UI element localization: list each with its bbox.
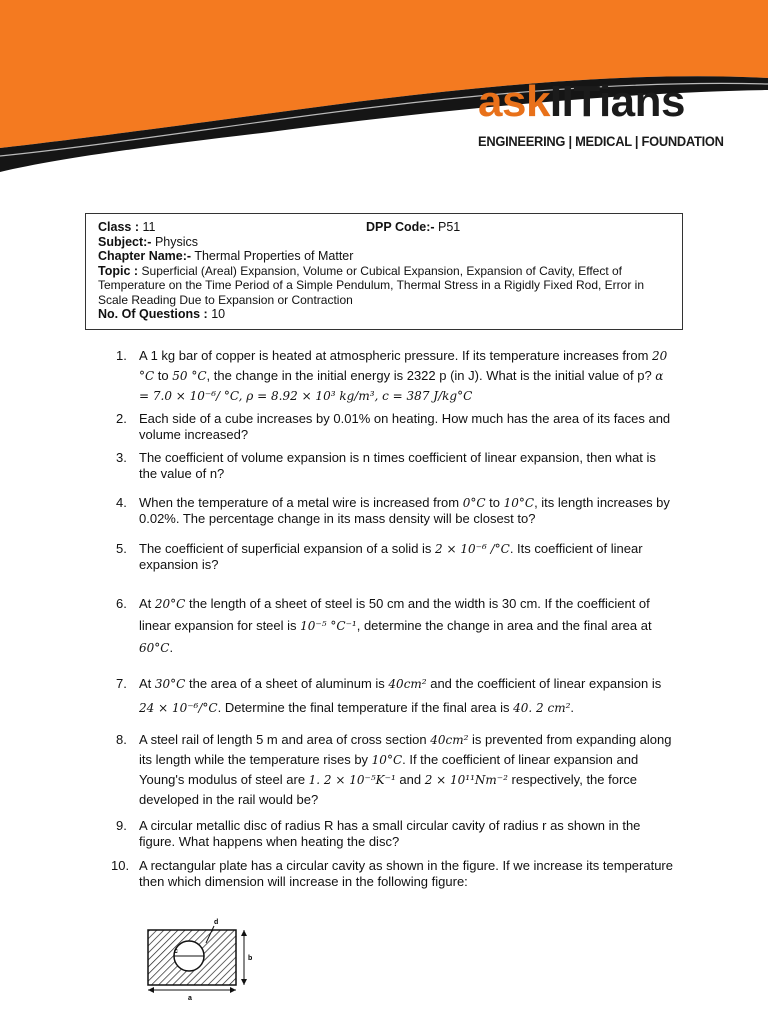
brand-tagline: ENGINEERING | MEDICAL | FOUNDATION [478,133,724,149]
topic-value: Superficial (Areal) Expansion, Volume or Cubical Expansion, Expansion of Cavity, Effect of Temperature on the Time Period of a Simple Pendulum, Thermal Stress in a Rigidly Fixed Rod, Error in Scale Reading Due to Expansion or Contraction [98,263,645,307]
question-math: 10⁻⁵ °C⁻¹ [300,619,357,633]
question-math: 1. 2 × 10⁻⁵K⁻¹ [308,773,396,787]
figure-label-a: a [188,995,192,1002]
question-math: 2 × 10¹¹Nm⁻² [424,773,508,787]
dpp-code [366,220,460,234]
question-text: to [485,495,504,510]
question-8 [116,730,676,810]
question-math: 2 × 10⁻⁶ /°C [435,542,510,556]
question-9 [116,818,676,850]
question-list [111,346,676,890]
question-text: Each side of a cube increases by 0.01% on heating. How much has the area of its faces and volume increased? [139,411,671,442]
class-value: 11 [142,220,156,234]
question-text: the length of a sheet of steel is 50 cm and the width is 30 cm. If the coefficient of linear expansion for steel is [139,596,650,633]
figure-label-d: d [214,919,219,926]
question-text: . Determine the final temperature if the final area is [217,700,514,715]
question-text: and [395,772,425,787]
figure-label-b: b [248,955,253,962]
question-text: is prevented from expanding along its length while the temperature rises by [139,732,672,767]
question-text: respectively, the force developed in the rail would be? [139,772,638,807]
info-row-chapter [98,249,670,263]
question-10 [111,858,676,890]
question-text: . If the coefficient of linear expansion and Young's modulus of steel are [139,752,639,787]
info-row-class [98,220,670,235]
brand-name [478,77,745,126]
question-count-value: 10 [211,307,226,322]
question-text: , the change in the initial energy is 2322 p (in J). What is the initial value of p? [206,368,656,383]
question-math: 0°C [462,496,486,510]
brand-name-ask: ask [478,77,550,126]
question-number: 2. [116,411,127,426]
question-number: 3. [116,450,127,465]
chapter-label: Chapter Name:- [98,249,192,264]
info-row-topic [98,264,670,307]
question-text: . [169,640,174,655]
question-math: 40cm² [388,677,427,691]
question-number: 5. [116,541,127,556]
subject-value: Physics [154,235,199,249]
question-text: When the temperature of a metal wire is increased from [139,495,463,510]
info-box [85,213,683,330]
question-math: 40. 2 cm² [513,701,571,715]
question-math: 60°C [139,641,170,655]
topic-label: Topic : [98,263,139,278]
info-row-count [98,307,670,321]
class-label: Class : [98,220,139,234]
question-number: 1. [116,348,127,363]
question-text: , its length increases by 0.02%. The percentage change in its mass density will be closest to? [139,495,670,526]
question-7 [116,672,676,720]
question-6 [116,593,676,659]
question-text: to [154,368,173,383]
question-text: At [139,676,155,691]
question-math: 10°C [503,496,535,510]
dimension-a-arrow-right [230,987,236,993]
subject-label: Subject:- [98,235,152,249]
question-text: the area of a sheet of aluminum is [185,676,389,691]
question-math: 24 × 10⁻⁶/°C [139,701,218,715]
brand-logo [478,77,745,149]
question-math: 20 °C [139,349,668,383]
question-text: At [139,596,155,611]
question-number: 6. [116,596,127,611]
question-number: 10. [111,858,130,873]
question-math: 50 °C [172,369,207,383]
question-4 [116,495,676,527]
dpp-label: DPP Code:- [366,220,435,234]
chapter-value: Thermal Properties of Matter [194,249,354,264]
question-text: A rectangular plate has a circular cavity as shown in the figure. If we increase its temperature then which dimension will increase in the following figure: [139,858,673,889]
question-number: 9. [116,818,127,833]
question-count-label: No. Of Questions : [98,307,208,322]
question-1 [116,346,676,406]
figure-label-c: c [174,948,178,955]
question-text: A circular metallic disc of radius R has a small circular cavity of radius r as shown in the figure. What happens when heating the disc? [139,818,641,849]
question-number: 8. [116,732,127,747]
question-3 [116,450,676,482]
question-text: , determine the change in area and the final area at [356,618,652,633]
question-math: 20°C [154,597,186,611]
brand-name-iitians: IITians [549,77,685,126]
question-math: 40cm² [430,733,469,747]
question-text: A 1 kg bar of copper is heated at atmospheric pressure. If its temperature increases from [139,348,653,363]
info-row-subject [98,235,670,249]
question-text: and the coefficient of linear expansion is [426,676,662,691]
question-math: 10°C [371,753,403,767]
question-math: 30°C [154,677,186,691]
question-5 [116,541,676,573]
question-text: The coefficient of volume expansion is n times coefficient of linear expansion, then what is the value of n? [139,450,656,481]
dimension-b-arrow-bottom [241,979,247,985]
dimension-b-arrow-top [241,930,247,936]
question-2 [116,411,676,443]
dimension-a-arrow-left [148,987,154,993]
question-number: 4. [116,495,127,510]
dpp-value: P51 [438,220,461,234]
cavity-plate-figure [136,915,258,1007]
question-text: . [570,700,575,715]
question-number: 7. [116,676,127,691]
question-math: α = 7.0 × 10⁻⁶/ °C, ρ = 8.92 × 10³ kg/m³, c = 387 J/kg°C [139,369,664,403]
question-text: The coefficient of superficial expansion of a solid is [139,541,436,556]
question-text: A steel rail of length 5 m and area of cross section [139,732,431,747]
question-text: . Its coefficient of linear expansion is? [139,541,643,572]
